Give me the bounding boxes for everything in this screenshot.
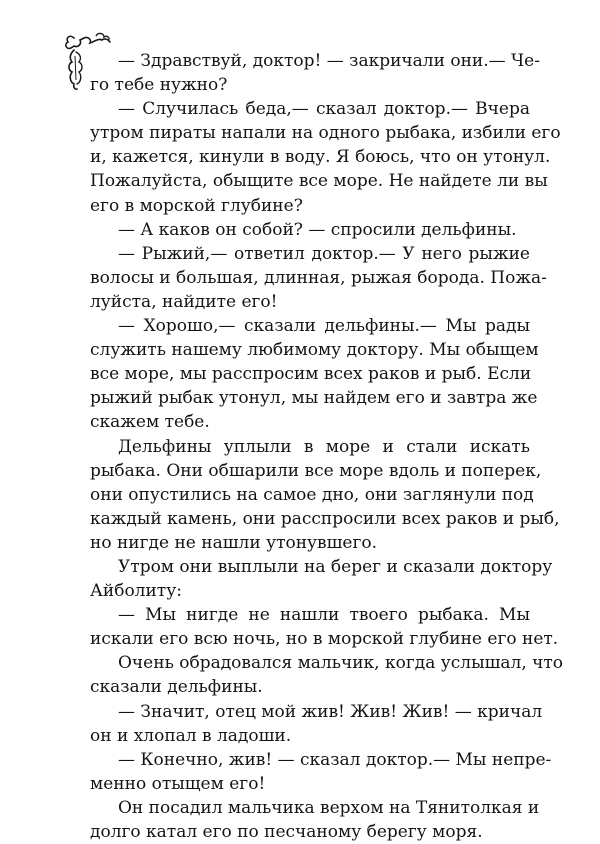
text-line: утром пираты напали на одного рыбака, избили его xyxy=(90,123,561,144)
text-line: долго катал его по песчаному берегу моря. xyxy=(90,822,483,842)
text-line: искали его всю ночь, но в морской глубине его нет. xyxy=(90,629,559,650)
text-line: Айболиту: xyxy=(90,581,182,602)
text-line: они опустились на самое дно, они заглянули под xyxy=(90,484,534,505)
text-line: менно отыщем его! xyxy=(90,773,266,794)
text-line: рыжий рыбак утонул, мы найдем его и завтра же xyxy=(90,388,538,409)
story-text xyxy=(90,49,564,844)
text-line: Он посадил мальчика верхом на Тянитолкая и xyxy=(118,797,540,818)
text-line: — Конечно, жив! — сказал доктор.— Мы непре- xyxy=(118,749,552,770)
text-line: Дельфины уплыли в море и стали искать xyxy=(118,436,530,457)
text-line: Пожалуйста, обыщите все море. Не найдете ли вы xyxy=(90,171,548,192)
text-line: все море, мы расспросим всех раков и рыб. Если xyxy=(90,364,532,385)
text-line: но нигде не нашли утонувшего. xyxy=(90,532,378,553)
text-line: — Хорошо,— сказали дельфины.— Мы рады xyxy=(118,316,530,337)
text-line: сказали дельфины. xyxy=(90,677,263,698)
text-line: и, кажется, кинули в воду. Я боюсь, что он утонул. xyxy=(90,147,551,168)
text-line: скажем тебе. xyxy=(90,412,210,433)
text-line: — Случилась беда,— сказал доктор.— Вчера xyxy=(118,99,530,120)
text-line: го тебе нужно? xyxy=(90,75,228,96)
text-line: он и хлопал в ладоши. xyxy=(90,725,292,746)
text-line: рыбака. Они обшарили все море вдоль и поперек, xyxy=(90,460,542,481)
text-line: — Рыжий,— ответил доктор.— У него рыжие xyxy=(118,243,530,264)
text-line: Утром они выплыли на берег и сказали доктору xyxy=(118,556,553,577)
text-line: — Значит, отец мой жив! Жив! Жив! — кричал xyxy=(118,701,543,722)
text-line: — А каков он собой? — спросили дельфины. xyxy=(118,219,517,240)
text-line: — Мы нигде не нашли твоего рыбака. Мы xyxy=(118,605,530,626)
text-line: его в морской глубине? xyxy=(90,195,303,216)
text-line: служить нашему любимому доктору. Мы обыщем xyxy=(90,340,539,361)
text-line: волосы и большая, длинная, рыжая борода. Пожа- xyxy=(90,267,547,288)
text-line: Очень обрадовался мальчик, когда услышал, что xyxy=(118,653,564,674)
text-line: луйста, найдите его! xyxy=(90,291,278,312)
text-line: каждый камень, они расспросили всех раков и рыб, xyxy=(90,508,560,529)
text-line: — Здравствуй, доктор! — закричали они.— Че- xyxy=(118,51,540,71)
